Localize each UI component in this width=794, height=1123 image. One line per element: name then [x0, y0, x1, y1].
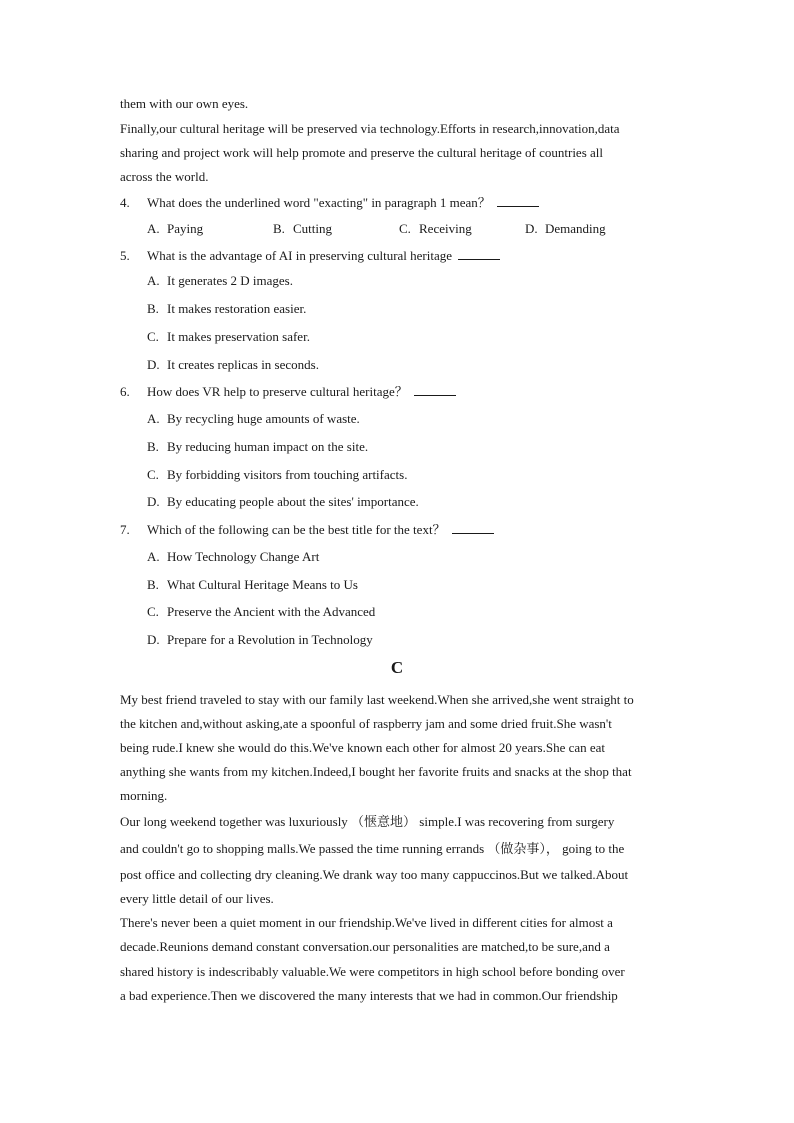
option-a[interactable]: A. It generates 2 D images. [147, 273, 293, 288]
question-number: 4. [120, 195, 130, 210]
option-c[interactable]: C. Preserve the Ancient with the Advanced [147, 604, 376, 619]
question-6 [120, 383, 456, 401]
option-b[interactable]: B. Cutting [273, 221, 333, 236]
question-5 [120, 247, 500, 265]
paragraph-line: My best friend traveled to stay with our family last weekend.When she arrived,she went straight to [120, 692, 634, 707]
paragraph-line: Finally,our cultural heritage will be preserved via technology.Efforts in research,innovation,data [120, 121, 620, 136]
option-b[interactable]: B. By reducing human impact on the site. [147, 439, 369, 454]
paragraph-line: a bad experience.Then we discovered the many interests that we had in common.Our friendship [120, 988, 618, 1003]
option-c[interactable]: C. It makes preservation safer. [147, 329, 310, 344]
option-a[interactable]: A. By recycling huge amounts of waste. [147, 411, 360, 426]
option-b[interactable]: B. What Cultural Heritage Means to Us [147, 577, 358, 592]
paragraph-line: every little detail of our lives. [120, 891, 274, 906]
paragraph-line: and couldn't go to shopping malls.We passed the time running errands （做杂事）， going to the [120, 841, 625, 856]
paragraph-line: decade.Reunions demand constant conversation.our personalities are matched,to be sure,and a [120, 939, 610, 954]
paragraph-line: anything she wants from my kitchen.Indeed,I bought her favorite fruits and snacks at the shop that [120, 764, 632, 779]
option-a[interactable]: A. Paying [147, 221, 204, 236]
paragraph-line: morning. [120, 788, 168, 803]
question-text: Which of the following can be the best title for the text？ [147, 522, 446, 537]
question-text: What is the advantage of AI in preserving cultural heritage [147, 248, 453, 263]
option-b[interactable]: B. It makes restoration easier. [147, 301, 307, 316]
option-d[interactable]: D. By educating people about the sites' importance. [147, 494, 419, 509]
question-text: What does the underlined word "exacting" in paragraph 1 mean？ [147, 195, 491, 210]
answer-blank[interactable] [452, 521, 494, 534]
question-number: 7. [120, 522, 130, 537]
question-7 [120, 521, 494, 539]
paragraph-line: shared history is indescribably valuable.We were competitors in high school before bonding over [120, 964, 625, 979]
paragraph-line: post office and collecting dry cleaning.We drank way too many cappuccinos.But we talked.About [120, 867, 629, 882]
option-a[interactable]: A. How Technology Change Art [147, 549, 320, 564]
paragraph-line: There's never been a quiet moment in our friendship.We've lived in different cities for almost a [120, 915, 613, 930]
paragraph-line: them with our own eyes. [120, 96, 249, 111]
answer-blank[interactable] [458, 247, 500, 260]
paragraph-line: across the world. [120, 169, 209, 184]
question-number: 5. [120, 248, 130, 263]
option-d[interactable]: D. It creates replicas in seconds. [147, 357, 319, 372]
paragraph-line: the kitchen and,without asking,ate a spoonful of raspberry jam and some dried fruit.She wasn't [120, 716, 612, 731]
option-c[interactable]: C. By forbidding visitors from touching artifacts. [147, 467, 408, 482]
paragraph-line: sharing and project work will help promote and preserve the cultural heritage of countries all [120, 145, 603, 160]
paragraph-line: being rude.I knew she would do this.We've known each other for almost 20 years.She can eat [120, 740, 606, 755]
question-text: How does VR help to preserve cultural heritage？ [147, 384, 408, 399]
paragraph-line: Our long weekend together was luxuriously （惬意地） simple.I was recovering from surgery [120, 814, 615, 829]
option-c[interactable]: C. Receiving [399, 221, 472, 236]
option-d[interactable]: D. Demanding [525, 221, 606, 236]
option-d[interactable]: D. Prepare for a Revolution in Technology [147, 632, 373, 647]
section-heading: C [390, 658, 404, 677]
question-4 [120, 194, 539, 212]
answer-blank[interactable] [414, 383, 456, 396]
question-number: 6. [120, 384, 130, 399]
answer-blank[interactable] [497, 194, 539, 207]
